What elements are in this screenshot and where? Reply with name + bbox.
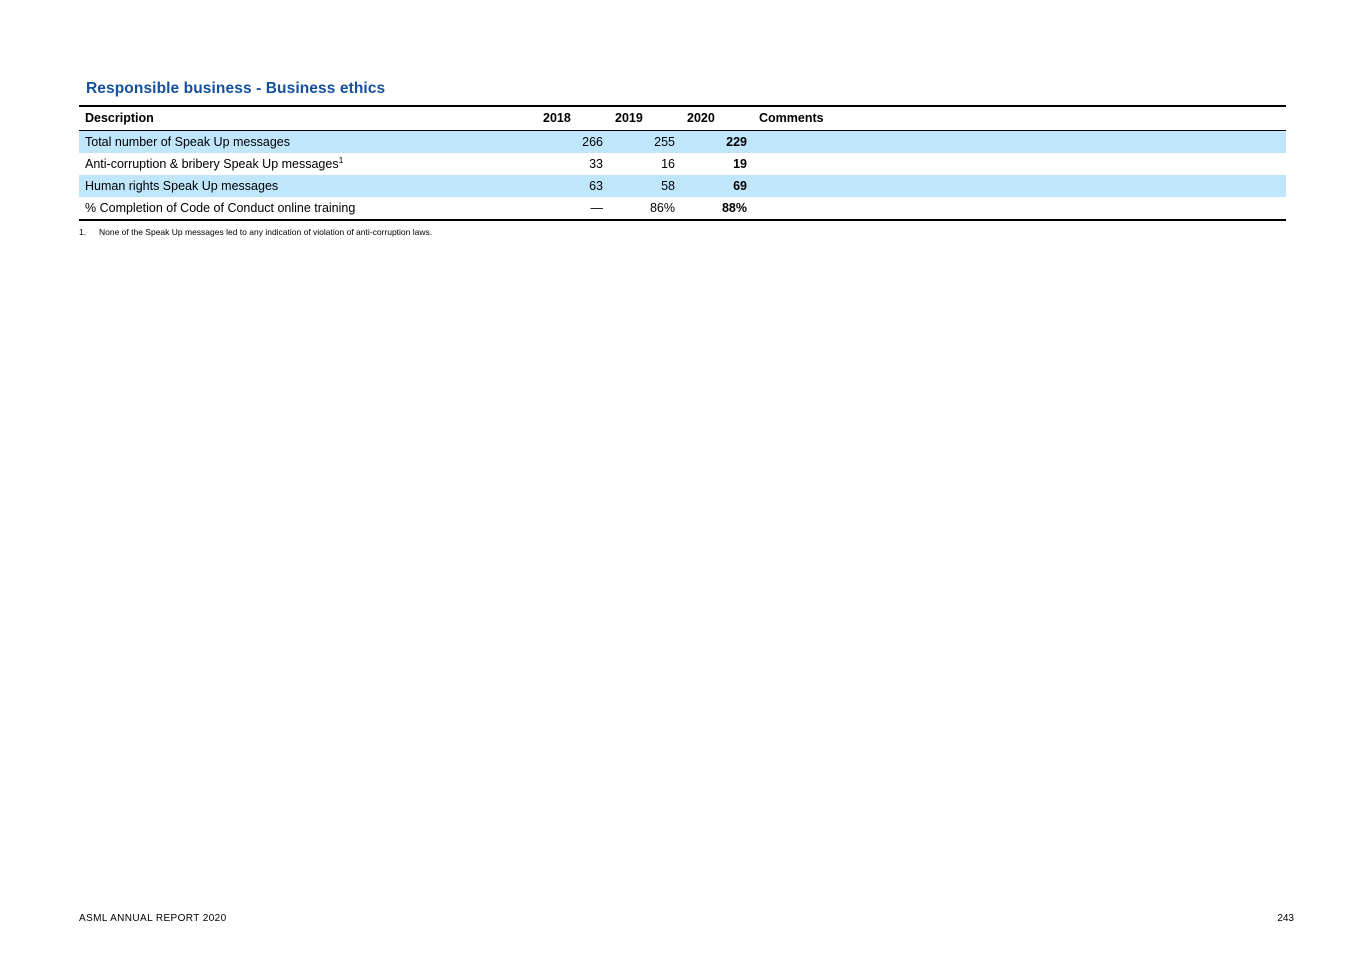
cell-description [79, 153, 537, 175]
cell-2020: 88% [681, 197, 753, 220]
cell-description [79, 197, 537, 220]
table-row [79, 175, 1286, 197]
cell-2018: 33 [537, 153, 609, 175]
column-header-2019: 2019 [609, 106, 681, 131]
cell-2019: 58 [609, 175, 681, 197]
cell-comments [753, 197, 1286, 220]
row-label: Human rights Speak Up messages [85, 179, 279, 193]
cell-2020: 19 [681, 153, 753, 175]
row-label: Anti-corruption & bribery Speak Up messages [85, 157, 339, 171]
cell-comments [753, 153, 1286, 175]
column-header-description: Description [79, 106, 537, 131]
cell-description [79, 131, 537, 154]
footer-page-number: 243 [1277, 913, 1294, 924]
page-title: Responsible business - Business ethics [86, 80, 386, 97]
cell-2019: 255 [609, 131, 681, 154]
cell-2020: 229 [681, 131, 753, 154]
footnote-number: 1. [79, 227, 87, 237]
row-label: Total number of Speak Up messages [85, 135, 290, 149]
metrics-table [79, 105, 1286, 221]
metrics-table-container [79, 105, 1286, 221]
footnote-item [79, 226, 1179, 238]
table-header [79, 106, 1286, 131]
footnote-marker: 1 [338, 154, 344, 165]
footer-report-name: ASML ANNUAL REPORT 2020 [79, 913, 227, 924]
cell-2018: 266 [537, 131, 609, 154]
table-row [79, 197, 1286, 220]
cell-comments [753, 131, 1286, 154]
cell-description [79, 175, 537, 197]
table-body [79, 131, 1286, 221]
table-row [79, 153, 1286, 175]
cell-2019: 16 [609, 153, 681, 175]
cell-2019: 86% [609, 197, 681, 220]
table-row [79, 131, 1286, 154]
column-header-2020: 2020 [681, 106, 753, 131]
cell-2018: — [537, 197, 609, 220]
table-header-row [79, 106, 1286, 131]
footnotes [79, 226, 1179, 238]
cell-comments [753, 175, 1286, 197]
column-header-2018: 2018 [537, 106, 609, 131]
column-header-comments: Comments [753, 106, 1286, 131]
cell-2018: 63 [537, 175, 609, 197]
cell-2020: 69 [681, 175, 753, 197]
row-label: % Completion of Code of Conduct online training [85, 201, 356, 215]
footnote-text: None of the Speak Up messages led to any indication of violation of anti-corruption laws. [99, 227, 433, 237]
